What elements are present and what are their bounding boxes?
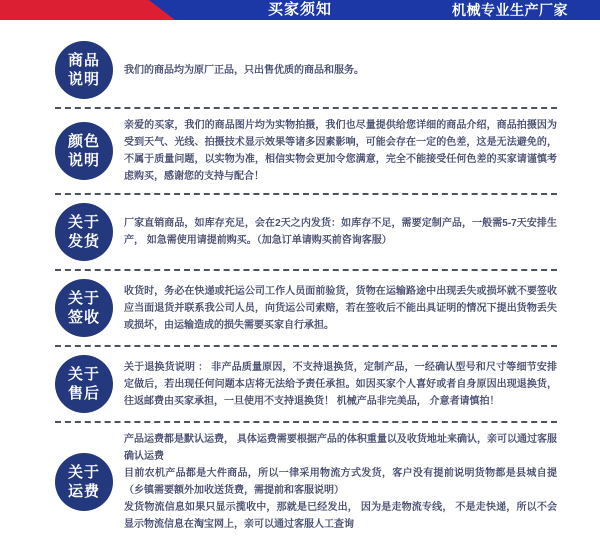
section-body <box>124 359 557 410</box>
section-body <box>124 62 557 79</box>
section-color-note <box>55 109 557 195</box>
paragraph: 收货时，务必在快递或托运公司工作人员面前验货，货物在运输路途中出现丢失或损坏就不要签收应当面退货并联系我公司人员，向货运公司索赔，若在签收后不能出具证明的情况下提出货物丢失或损坏，由运输造成的损失需要买家自行承担。 <box>124 285 557 331</box>
paragraph: 我们的商品均为原厂正品，只出售优质的商品和服务。 <box>124 64 364 76</box>
section-body <box>124 283 557 334</box>
badge-label: 关于 <box>67 464 100 481</box>
badge-label: 颜色 <box>67 133 100 150</box>
header-red-ribbon <box>0 0 175 20</box>
paragraph: 亲爱的买家，我们的商品图片均为实物拍摄，我们也尽量提供给您详细的商品介绍，商品拍摄因为受到天气、光线、拍摄技术显示效果等诸多因素影响，可能会存在一定的色差，这是无法避免的，不属于质量问题，以实物为准，相信实物会更加令您满意，完全不能接受任何色差的买家请谨慎考虑购买，感谢您的支持与配合！ <box>124 120 557 182</box>
after-sales-badge <box>55 355 113 413</box>
badge-label: 运费 <box>67 483 100 500</box>
buyer-notice-header <box>0 0 600 20</box>
shipping-badge <box>55 203 113 261</box>
manufacturer-tagline: 机械专业生产厂家 <box>452 2 568 18</box>
paragraph: 产品运费都是默认运费， 具体运费需要根据产品的体积重量以及收货地址来确认，亲可以通过客服确认运费 <box>124 434 557 462</box>
receiving-badge <box>55 279 113 337</box>
section-receiving <box>55 271 557 347</box>
badge-label: 关于 <box>67 366 100 383</box>
section-body <box>124 117 557 185</box>
section-product-description <box>55 33 557 109</box>
paragraph: 目前农机产品都是大件商品，所以一律采用物流方式发货，客户没有提前说明货物都是县城自提（乡镇需要额外加收送货费，需提前和客服说明） <box>124 468 557 496</box>
badge-label: 签收 <box>67 309 100 326</box>
section-body <box>124 431 557 533</box>
section-freight <box>55 423 557 541</box>
badge-label: 关于 <box>67 290 100 307</box>
badge-label: 说明 <box>67 152 100 169</box>
freight-badge <box>55 453 113 511</box>
badge-label: 售后 <box>67 385 100 402</box>
paragraph: 关于退换货说明 ： 非产品质量原因，不支持退换货，定制产品，一经确认型号和尺寸等细节安排定做后，若出现任何问题本店将无法给予责任承担。如因买家个人喜好或者自身原因出现退换货，往返邮费由买家承担，一旦使用不支持退换货！ 机械产品非完美品， 介意者请慎拍！ <box>124 361 557 407</box>
color-note-badge <box>55 122 113 180</box>
section-shipping <box>55 195 557 271</box>
paragraph: 厂家直销商品，如库存充足，会在2天之内发货：如库存不足，需要定制产品，一般需5-7天安排生产， 如急需使用请提前购买。（加急订单请购买前咨询客服） <box>124 218 557 246</box>
badge-label: 关于 <box>67 214 100 231</box>
notice-sections <box>0 20 600 545</box>
product-description-badge <box>55 41 113 99</box>
section-body <box>124 215 557 249</box>
section-after-sales <box>55 347 557 423</box>
page-title: 买家须知 <box>268 1 333 18</box>
paragraph: 发货物流信息如果只显示揽收中，那就是已经发出， 因为是走物流专线， 不是走快递，所以不会显示物流信息在淘宝网上，亲可以通过客服人工查询 <box>124 502 557 530</box>
badge-label: 商品 <box>67 52 100 69</box>
badge-label: 发货 <box>67 233 100 250</box>
badge-label: 说明 <box>67 71 100 88</box>
